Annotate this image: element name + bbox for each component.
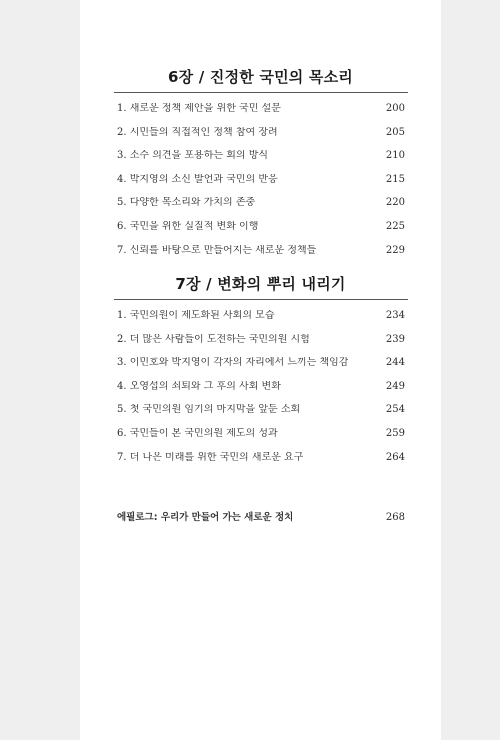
toc-entry-page-number: 234 — [385, 310, 405, 321]
chapter-7-title: 7장 / 변화의 뿌리 내리기 — [175, 275, 346, 293]
toc-entry-title: 6. 국민을 위한 실질적 변화 이행 — [117, 220, 259, 232]
toc-entry-title: 5. 다양한 목소리와 가치의 존중 — [117, 197, 256, 209]
toc-entry-title: 1. 국민의원이 제도화된 사회의 모습 — [117, 310, 275, 321]
toc-entry-page-number: 244 — [385, 357, 405, 369]
toc-entry-page-number: 200 — [385, 103, 405, 114]
toc-entry-title: 6. 국민들이 본 국민의원 제도의 성과 — [117, 427, 278, 439]
toc-entry-title: 5. 첫 국민의원 임기의 마지막을 앞둔 소회 — [117, 404, 301, 416]
toc-entry-title: 7. 더 나은 미래를 위한 국민의 새로운 요구 — [117, 451, 304, 463]
toc-entry[interactable] — [117, 310, 405, 334]
toc-entry[interactable] — [117, 452, 405, 476]
toc-entry-title: 2. 시민들의 직접적인 정책 참여 장려 — [117, 126, 278, 138]
toc-entry-page-number: 259 — [385, 427, 405, 439]
toc-entry-page-number: 249 — [385, 380, 405, 392]
epilogue-entry[interactable] — [117, 509, 405, 523]
toc-entry[interactable] — [117, 197, 405, 221]
toc-entry[interactable] — [117, 103, 405, 127]
toc-entry-page-number: 264 — [385, 451, 405, 463]
toc-entry-title: 3. 이민호와 박지영이 각자의 자리에서 느끼는 책임감 — [117, 357, 349, 369]
toc-entry-title: 7. 신뢰를 바탕으로 만들어지는 새로운 정책들 — [117, 244, 317, 256]
chapter-7-divider — [114, 299, 408, 300]
toc-entry[interactable] — [117, 428, 405, 452]
toc-entry[interactable] — [117, 404, 405, 428]
toc-entry-title: 3. 소수 의견을 포용하는 회의 방식 — [117, 150, 269, 162]
epilogue-page-number: 268 — [385, 512, 405, 523]
toc-entry-page-number: 215 — [385, 173, 405, 185]
chapter-6-toc-list — [117, 103, 405, 268]
toc-entry[interactable] — [117, 127, 405, 151]
toc-entry[interactable] — [117, 174, 405, 198]
toc-entry-page-number: 210 — [385, 150, 405, 162]
toc-entry-page-number: 225 — [385, 220, 405, 232]
toc-entry[interactable] — [117, 334, 405, 358]
toc-entry-page-number: 239 — [385, 333, 405, 345]
chapter-7-toc-list — [117, 310, 405, 475]
toc-entry-title: 1. 새로운 정책 제안을 위한 국민 설문 — [117, 103, 281, 114]
toc-entry-page-number: 229 — [385, 244, 405, 256]
toc-entry[interactable] — [117, 245, 405, 269]
book-page — [80, 0, 441, 740]
toc-entry-page-number: 220 — [385, 197, 405, 209]
toc-entry-title: 4. 오영섭의 쇠퇴와 그 후의 사회 변화 — [117, 380, 281, 392]
toc-entry[interactable] — [117, 357, 405, 381]
toc-entry[interactable] — [117, 221, 405, 245]
chapter-6-divider — [114, 92, 408, 93]
chapter-6-title: 6장 / 진정한 국민의 목소리 — [168, 68, 353, 86]
toc-entry-page-number: 205 — [385, 126, 405, 138]
toc-entry-title: 4. 박지영의 소신 발언과 국민의 반응 — [117, 173, 278, 185]
toc-entry[interactable] — [117, 381, 405, 405]
toc-entry-page-number: 254 — [385, 404, 405, 416]
toc-entry[interactable] — [117, 150, 405, 174]
epilogue-title: 에필로그: 우리가 만들어 가는 새로운 정치 — [117, 512, 294, 523]
toc-entry-title: 2. 더 많은 사람들이 도전하는 국민의원 시험 — [117, 333, 310, 345]
